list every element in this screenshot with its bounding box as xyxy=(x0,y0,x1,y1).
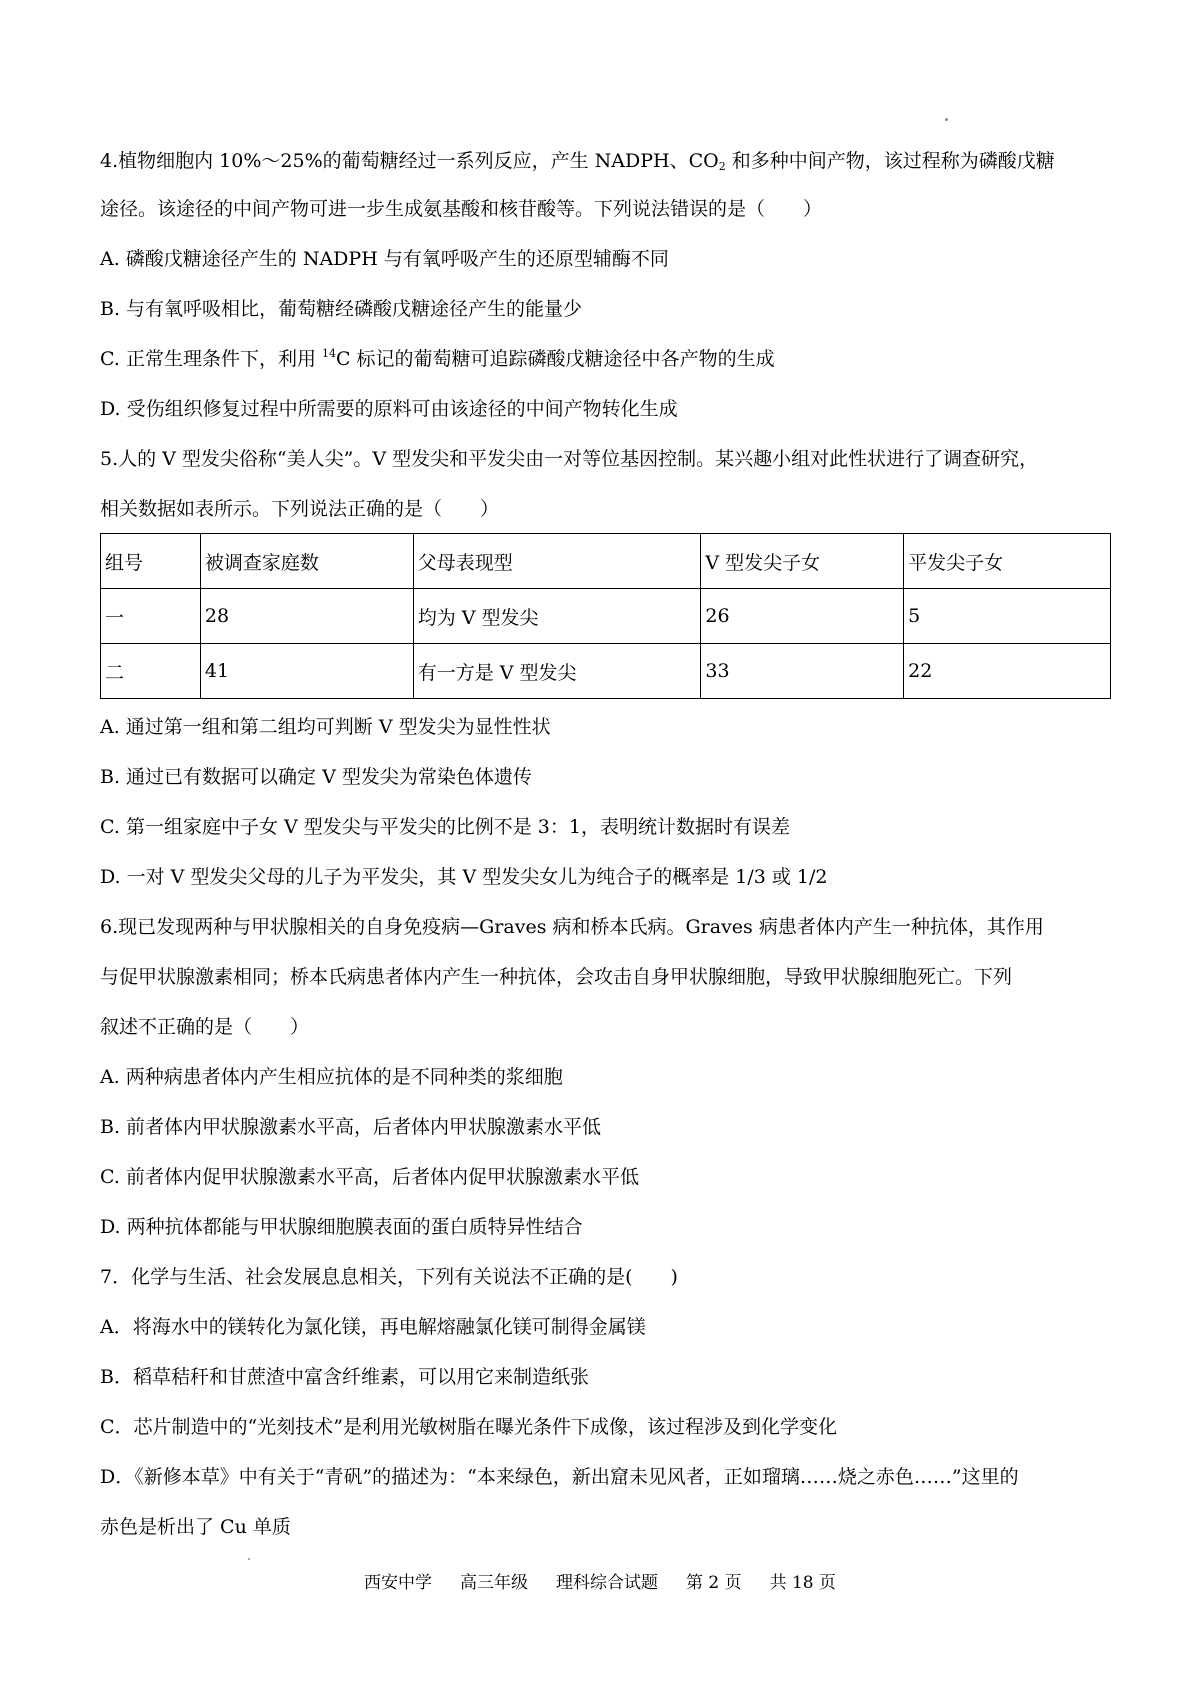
q4-stem-line1: 4.植物细胞内 10%～25%的葡萄糖经过一系列反应，产生 NADPH、$CO_2$ 和多种中间产物，该过程称为磷酸戊糖 xyxy=(100,150,1055,173)
table-cell: 33 xyxy=(701,644,904,699)
q6-stem-line2: 与促甲状腺激素相同；桥本氏病患者体内产生一种抗体，会攻击自身甲状腺细胞，导致甲状腺细胞死亡。下列 xyxy=(100,966,1013,988)
table-cell: 有一方是 V 型发尖 xyxy=(413,644,701,699)
subscript-2: 2 xyxy=(718,160,726,173)
q7-option-c: C．芯片制造中的“光刻技术”是利用光敏树脂在曝光条件下成像，该过程涉及到化学变化 xyxy=(100,1416,837,1438)
q5-stem-line2: 相关数据如表所示。下列说法正确的是（ ） xyxy=(100,498,500,520)
q5-stem-line1: 5.人的 V 型发尖俗称“美人尖”。V 型发尖和平发尖由一对等位基因控制。某兴趣小组对此性状进行了调查研究， xyxy=(100,448,1039,470)
q6-option-d: D. 两种抗体都能与甲状腺细胞膜表面的蛋白质特异性结合 xyxy=(100,1216,583,1238)
q5-option-c: C. 第一组家庭中子女 V 型发尖与平发尖的比例不是 3：1，表明统计数据时有误差 xyxy=(100,816,790,838)
survey-table xyxy=(100,533,1111,699)
table-cell: 26 xyxy=(701,589,904,644)
q7-option-b: B．稻草秸秆和甘蔗渣中富含纤维素，可以用它来制造纸张 xyxy=(100,1366,589,1388)
q7-option-d-line1: D．《新修本草》中有关于“青矾”的描述为：“本来绿色，新出窟未见风者，正如瑠璃……烧之赤色……”这里的 xyxy=(100,1466,1019,1488)
header-cell: V 型发尖子女 xyxy=(701,534,904,589)
q4-option-c: C. 正常生理条件下，利用 $^{14}$C 标记的葡萄糖可追踪磷酸戊糖途径中各产物的生成 xyxy=(100,347,775,370)
footer-total-pages: 共 18 页 xyxy=(769,1573,837,1593)
q4-option-a: A. 磷酸戊糖途径产生的 NADPH 与有氧呼吸产生的还原型辅酶不同 xyxy=(100,248,669,270)
table-cell: 5 xyxy=(904,589,1111,644)
table-cell: 28 xyxy=(200,589,413,644)
q7-option-d-line2: 赤色是析出了 Cu 单质 xyxy=(100,1516,291,1538)
q6-stem-line1: 6.现已发现两种与甲状腺相关的自身免疫病—Graves 病和桥本氏病。Graves 病患者体内产生一种抗体，其作用 xyxy=(100,916,1044,938)
footer-school: 西安中学 xyxy=(363,1573,432,1593)
q6-option-a: A. 两种病患者体内产生相应抗体的是不同种类的浆细胞 xyxy=(100,1066,563,1088)
q4-option-b: B. 与有氧呼吸相比，葡萄糖经磷酸戊糖途径产生的能量少 xyxy=(100,298,583,320)
table-row xyxy=(101,644,1111,699)
header-cell: 平发尖子女 xyxy=(904,534,1111,589)
q5-option-a: A. 通过第一组和第二组均可判断 V 型发尖为显性性状 xyxy=(100,716,551,738)
page-footer xyxy=(0,1568,1200,1593)
header-cell: 父母表现型 xyxy=(413,534,701,589)
superscript-14: 14 xyxy=(321,347,336,360)
scan-speck xyxy=(248,1558,250,1560)
header-cell: 被调查家庭数 xyxy=(200,534,413,589)
table-cell: 均为 V 型发尖 xyxy=(413,589,701,644)
q5-option-b: B. 通过已有数据可以确定 V 型发尖为常染色体遗传 xyxy=(100,766,532,788)
scan-speck xyxy=(945,118,948,121)
footer-page-number: 第 2 页 xyxy=(685,1573,742,1593)
footer-exam: 理科综合试题 xyxy=(555,1573,658,1593)
q5-option-d: D. 一对 V 型发尖父母的儿子为平发尖，其 V 型发尖女儿为纯合子的概率是 1/3 或 1/2 xyxy=(100,866,828,888)
q7-stem: 7．化学与生活、社会发展息息相关，下列有关说法不正确的是( ) xyxy=(100,1266,678,1288)
q6-stem-line3: 叙述不正确的是（ ） xyxy=(100,1016,310,1038)
header-cell: 组号 xyxy=(101,534,201,589)
q7-option-a: A．将海水中的镁转化为氯化镁，再电解熔融氯化镁可制得金属镁 xyxy=(100,1316,646,1338)
q4-stem-line2: 途径。该途径的中间产物可进一步生成氨基酸和核苷酸等。下列说法错误的是（ ） xyxy=(100,198,823,220)
table-header-row xyxy=(101,534,1111,589)
q6-option-c: C. 前者体内促甲状腺激素水平高，后者体内促甲状腺激素水平低 xyxy=(100,1166,639,1188)
table-cell: 一 xyxy=(101,589,201,644)
table-row xyxy=(101,589,1111,644)
q4-option-d: D. 受伤组织修复过程中所需要的原料可由该途径的中间产物转化生成 xyxy=(100,398,678,420)
q6-option-b: B. 前者体内甲状腺激素水平高，后者体内甲状腺激素水平低 xyxy=(100,1116,602,1138)
table-cell: 22 xyxy=(904,644,1111,699)
table-cell: 二 xyxy=(101,644,201,699)
table-cell: 41 xyxy=(200,644,413,699)
footer-grade: 高三年级 xyxy=(459,1573,528,1593)
